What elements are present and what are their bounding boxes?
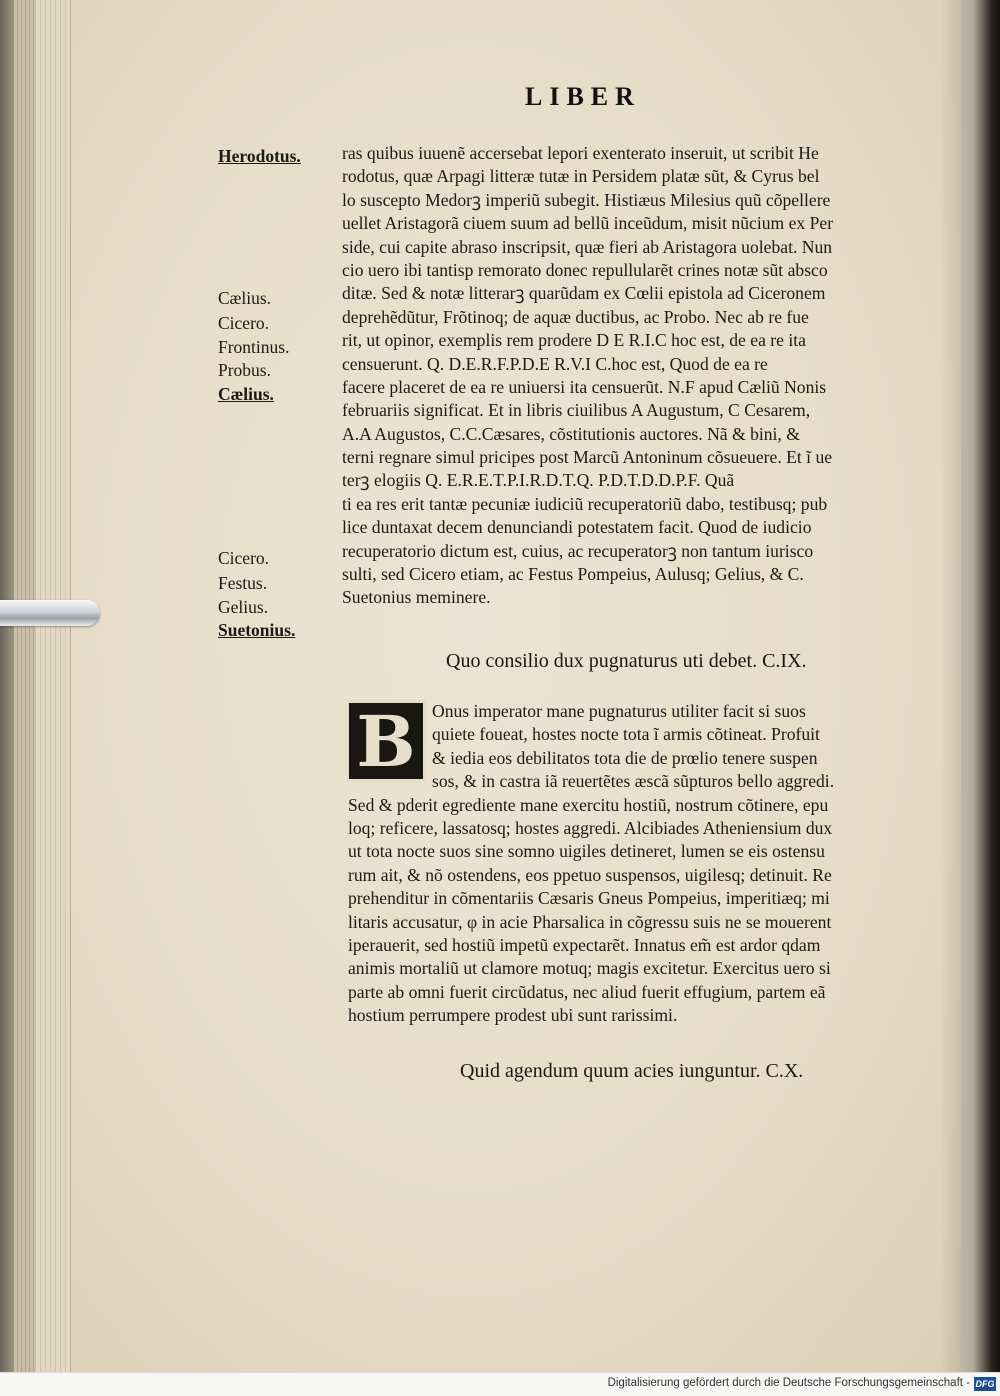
text-line: censuerunt. Q. D.E.R.F.P.D.E R.V.I C.hoc est, Quod de ea re — [342, 353, 768, 374]
text-line: Onus imperator mane pugnaturus utiliter facit si suos — [432, 701, 806, 721]
text-line: rit, ut opinor, exemplis rem prodere D E R.I.C hoc est, de ea re ita — [342, 330, 806, 351]
text-line: Sed & pderit egrediente mane exercitu hostiũ, nostrum cõtinere, epu — [348, 794, 829, 815]
text-line: animis mortaliũ ut clamore motuq; magis excitetur. Exercitus uero si — [348, 958, 831, 979]
margin-note: Cicero. — [218, 313, 270, 333]
footer-bar — [0, 1372, 1000, 1396]
text-line: iperauerit, sed hostiũ impetũ expectarẽt. Innatus em̃ est ardor qdam — [348, 934, 821, 955]
text-line: facere placeret de ea re uniuersi ita censuerũt. N.F apud Cæliũ Nonis — [342, 376, 827, 397]
text-line: ras quibus iuuenẽ accersebat lepori exenterato inseruit, ut scribit He — [342, 143, 819, 163]
text-line: loq; reficere, lassatosq; hostes aggredi. Alcibiades Atheniensium dux — [348, 817, 833, 838]
text-line: lo suscepto Medorꝫ imperiũ subegit. Histiæus Milesius quũ cõpellere — [342, 189, 831, 210]
text-line: ti ea res erit tantæ pecuniæ iudiciũ recuperatoriũ dabo, testibusq; pub — [342, 493, 828, 514]
text-line: parte ab omni fuerit circũdatus, nec aliud fuerit effugium, partem eã — [348, 981, 826, 1002]
text-line: ut tota nocte suos sine somno uigiles detineret, lumen se eis ostensu — [348, 841, 825, 862]
text-line: ditæ. Sed & notæ litterarꝫ quarũdam ex Cœlii epistola ad Ciceronem — [342, 283, 826, 304]
text-line: & iedia eos debilitatos tota die de prœlio tenere suspen — [432, 747, 818, 768]
text-line: rodotus, quæ Arpagi litteræ tutæ in Persidem platæ sũt, & Cyrus bel — [342, 166, 820, 187]
text-line: A.A Augustos, C.C.Cæsares, cõstitutionis auctores. Nã & bini, & — [342, 423, 800, 444]
text-line: Suetonius meminere. — [342, 587, 491, 608]
text-line: terni regnare simul pricipes post Marcũ Antoninum cõsueuere. Et ĩ ue — [342, 447, 833, 468]
book-edge-dark — [0, 0, 14, 1372]
text-line: deprehẽdũtur, Frõtinoq; de aquæ ductibus, ac Probo. Nec ab re fue — [342, 306, 809, 327]
text-line: prehenditur in cõmentariis Cæsaris Gneus Pompeius, imperitiæq; mi — [348, 888, 830, 909]
text-line: sos, & in castra iã reuertẽtes æscã sũpturos bello aggredi. — [432, 771, 835, 792]
margin-note: Cælius. — [218, 384, 274, 404]
margin-note: Cicero. — [218, 548, 270, 568]
text-line: side, cui capite abraso inscripsit, quæ fieri ab Aristagora uolebat. Nun — [342, 236, 833, 257]
chapter-text-block — [348, 700, 904, 1027]
text-line: lice duntaxat decem denunciandi potestatem facit. Quod de iudicio — [342, 517, 812, 538]
text-line: terꝫ elogiis Q. E.R.E.T.P.I.R.D.T.Q. P.D.T.D.D.P.F. Quã — [342, 470, 735, 491]
text-line: sulti, sed Cicero etiam, ac Festus Pompeius, Aulusq; Gelius, & C. — [342, 564, 804, 585]
text-line: cio uero ibi tantisp remorato donec repullularẽt crines notæ sũt absco — [342, 259, 828, 280]
margin-note: Cælius. — [218, 288, 272, 308]
text-line: litaris accusatur, φ in acie Pharsalica in cõgressu suis ne se mouerent — [348, 911, 832, 932]
page-stack-edge-inner — [36, 0, 72, 1372]
chapter-heading: Quo consilio dux pugnaturus uti debet. C.IX. — [446, 650, 807, 672]
chapter-heading: Quid agendum quum acies iunguntur. C.X. — [460, 1060, 804, 1082]
text-line: uellet Aristagorã ciuem suum ad bellũ inceũdum, misit nũcium ex Per — [342, 213, 834, 234]
funding-notice: Digitalisierung gefördert durch die Deutsche Forschungsgemeinschaft - — [607, 1377, 970, 1389]
text-line: februariis significat. Et in libris ciuilibus A Augustum, C Cesarem, — [342, 400, 811, 421]
text-line: hostium perrumpere prodest ubi sunt rarissimi. — [348, 1005, 678, 1026]
text-line: recuperatorio dictum est, cuius, ac recuperatorꝫ non tantum iurisco — [342, 540, 814, 561]
text-line: rum ait, & nõ ostendens, eos ppetuo suspensos, uigilesq; detinuit. Re — [348, 864, 832, 885]
page-stack-edge — [14, 0, 36, 1372]
margin-note: Festus. — [218, 573, 268, 593]
margin-note: Probus. — [218, 360, 271, 380]
margin-note: Frontinus. — [218, 337, 290, 357]
decorated-initial: B — [346, 700, 426, 782]
dfg-logo-icon: DFG — [975, 1379, 995, 1389]
text-line: quiete foueat, hostes nocte tota ĩ armis cõtineat. Profuit — [432, 724, 820, 745]
running-head: LIBER — [525, 82, 641, 111]
main-text-block — [342, 142, 902, 610]
margin-note: Suetonius. — [218, 620, 296, 640]
margin-note: Gelius. — [218, 597, 269, 617]
book-gutter — [940, 0, 1000, 1372]
page-holder-clip — [0, 600, 100, 626]
margin-note: Herodotus. — [218, 146, 301, 166]
